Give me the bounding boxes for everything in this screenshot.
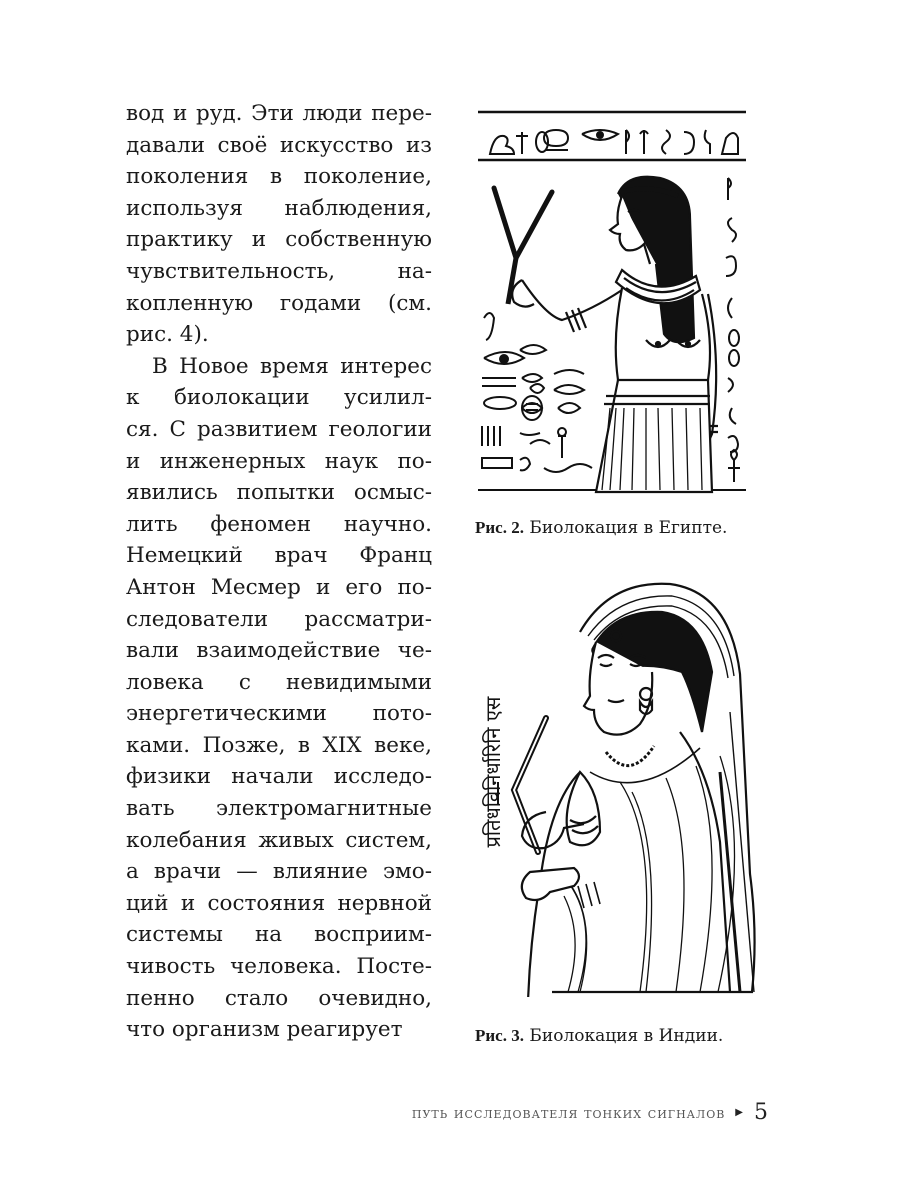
text-line: Антон Месмер и его по- — [126, 574, 432, 600]
figure-label: Рис. 3. — [475, 1026, 524, 1045]
text-line: системы на восприим- — [126, 922, 432, 948]
text-line: В Новое время интерес — [152, 353, 432, 379]
text-line: вали взаимодействие че- — [126, 638, 432, 664]
text-line: что организм реагирует — [126, 1017, 403, 1043]
figure-caption-text: Биолокация в Индии. — [529, 1026, 724, 1046]
text-line: чувствительность, на- — [126, 258, 432, 284]
text-line: колебания живых систем, — [126, 827, 432, 853]
text-line: вод и руд. Эти люди пере- — [126, 101, 432, 126]
figure-caption-text: Биолокация в Египте. — [529, 518, 728, 538]
figure-egypt — [470, 108, 770, 496]
text-line: рис. 4). — [126, 322, 209, 348]
figure-india — [470, 572, 770, 997]
text-line: практику и собственную — [126, 227, 432, 253]
running-footer — [412, 1100, 768, 1125]
running-title: путь исследователя тонких сигналов — [411, 1103, 726, 1122]
text-line: физики начали исследо- — [126, 764, 432, 790]
triangle-bullet-icon: ▶ — [735, 1107, 744, 1118]
text-line: энергетическими пото- — [126, 701, 432, 727]
page-number: 5 — [754, 1100, 768, 1125]
text-line: ся. С развитием геологии — [126, 416, 432, 442]
body-text — [126, 98, 432, 1046]
text-line: поколения в поколение, — [126, 164, 432, 190]
egypt-illustration — [470, 108, 770, 496]
devanagari-script: प्रतिधविनिर्धारिनि एस — [481, 696, 505, 848]
text-line: лить феномен научно. — [126, 511, 432, 537]
figure-egypt-caption — [475, 518, 727, 538]
text-line: ций и состояния нервной — [126, 890, 432, 916]
text-line: давали своё искусство из — [126, 132, 432, 158]
text-line: чивость человека. Посте- — [126, 954, 432, 980]
text-line: а врачи — влияние эмо- — [126, 859, 432, 885]
text-line: ками. Позже, в XIX веке, — [126, 732, 432, 758]
text-line: и инженерных наук по- — [126, 448, 432, 474]
india-illustration — [470, 572, 770, 997]
figure-label: Рис. 2. — [475, 518, 524, 537]
text-line: следователи рассматри- — [126, 606, 432, 632]
text-line: ловека с невидимыми — [126, 669, 432, 695]
figure-india-caption — [475, 1026, 723, 1046]
text-line: Немецкий врач Франц — [126, 543, 432, 569]
text-line: вать электромагнитные — [126, 796, 432, 822]
text-line: используя наблюдения, — [126, 195, 432, 221]
text-line: явились попытки осмыс- — [126, 480, 432, 506]
text-line: пенно стало очевидно, — [126, 985, 432, 1011]
text-line: к биолокации усилил- — [126, 385, 432, 411]
text-line: копленную годами (см. — [126, 290, 432, 316]
